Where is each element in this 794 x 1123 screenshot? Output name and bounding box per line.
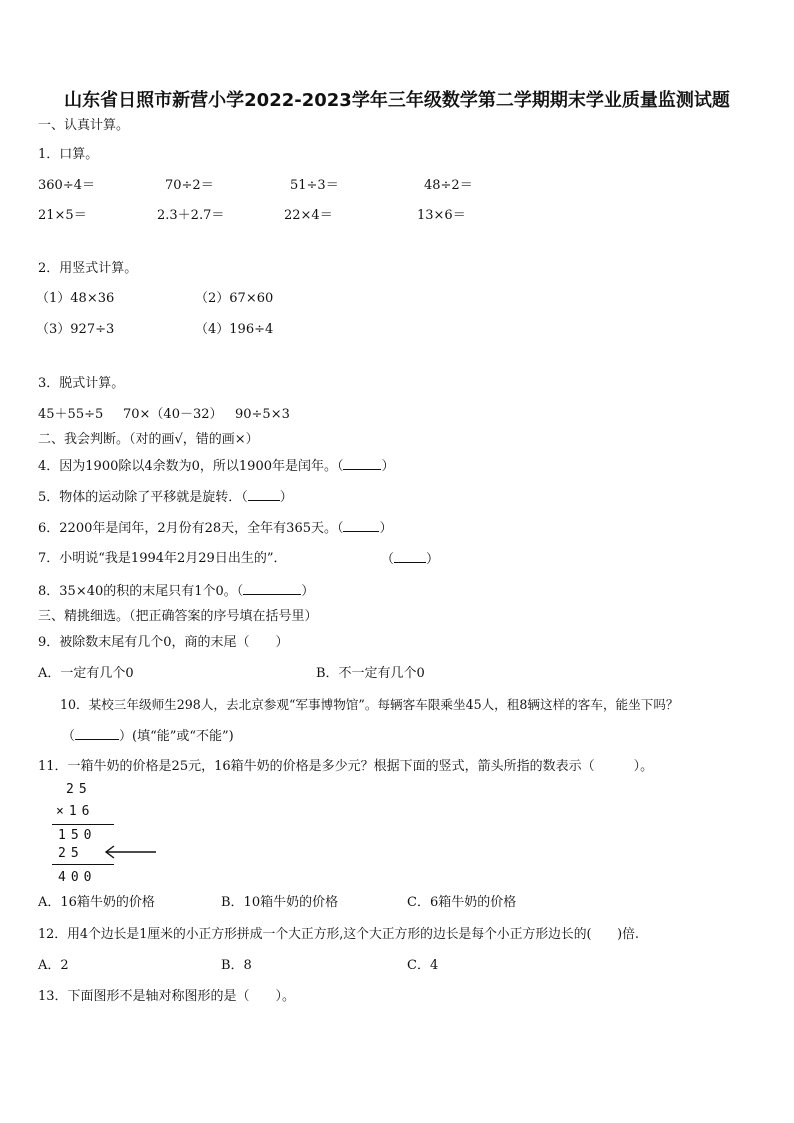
answer-blank[interactable] (243, 582, 301, 595)
q9-text: 9．被除数末尾有几个0，商的末尾（ ） (38, 635, 289, 650)
section-1-heading: 一、认真计算。 (38, 118, 130, 133)
answer-blank[interactable] (343, 457, 381, 470)
q12-option-c[interactable]: C．4 (407, 958, 439, 973)
question-text: 4．因为1900除以4余数为0，所以1900年是闰年。（ (38, 459, 344, 474)
q3-item: 90÷5×3 (235, 407, 290, 422)
q2-label: 2．用竖式计算。 (38, 261, 138, 276)
section-3-heading: 三、精挑细选。（把正确答案的序号填在括号里） (38, 609, 318, 624)
q3-item: 45＋55÷5 (38, 407, 104, 422)
partial-product-1: 150 (58, 828, 97, 843)
question-text: 6．2200年是闰年，2月份有28天，全年有365天。（ (38, 521, 344, 536)
q2-item: （1）48×36 (36, 291, 115, 306)
q2-item: （2）67×60 (195, 291, 274, 306)
q11-option-b[interactable]: B．10箱牛奶的价格 (221, 895, 339, 910)
question-text: 8．35×40的积的末尾只有1个0。（ (38, 584, 244, 599)
q1-item: 22×4＝ (284, 208, 333, 223)
q12-option-a[interactable]: A．2 (38, 958, 69, 973)
close-paren: ） (279, 490, 293, 505)
q3-label: 3．脱式计算。 (38, 376, 125, 391)
q9-option-b[interactable]: B．不一定有几个0 (316, 666, 425, 681)
judge-answer (381, 550, 439, 569)
q1-label: 1．口算。 (38, 147, 99, 162)
partial-product-2: 25 (58, 846, 84, 861)
section-2-heading: 二、我会判断。（对的画√，错的画×） (38, 432, 259, 447)
q2-item: （4）196÷4 (195, 322, 274, 337)
q2-item: （3）927÷3 (36, 322, 115, 337)
q1-item: 51÷3＝ (290, 178, 339, 193)
product: 400 (58, 870, 97, 885)
q10-text: 10．某校三年级师生298人，去北京参观“军事博物馆”。每辆客车限乘坐45人，租8辆这样的客车，能坐下吗？ (60, 697, 679, 712)
judge-question (38, 519, 393, 538)
answer-blank[interactable] (394, 550, 426, 563)
judge-question (38, 457, 395, 476)
q1-item: 2.3＋2.7＝ (157, 208, 225, 223)
q1-item: 48÷2＝ (424, 178, 473, 193)
vertical-rule (52, 824, 114, 825)
vertical-rule (52, 864, 114, 865)
q10-tail: ）(填“能”或“不能”) (119, 729, 234, 744)
close-paren: ） (301, 584, 315, 599)
q1-item: 21×5＝ (38, 208, 87, 223)
judge-question (38, 582, 314, 601)
question-text: 5．物体的运动除了平移就是旋转．（ (38, 490, 248, 505)
multiplier: ×16 (56, 804, 95, 819)
q9-option-a[interactable]: A．一定有几个0 (38, 666, 134, 681)
q11-option-a[interactable]: A．16箱牛奶的价格 (38, 895, 155, 910)
question-text: 7．小明说“我是1994年2月29日出生的”． (38, 551, 287, 566)
open-paren: （ (381, 552, 395, 567)
q13-text: 13．下面图形不是轴对称图形的是（ ）。 (38, 989, 296, 1004)
q12-text: 12．用4个边长是1厘米的小正方形拼成一个大正方形,这个大正方形的边长是每个小正方形边长的( )倍. (38, 927, 639, 942)
answer-blank[interactable] (75, 727, 119, 740)
close-paren: ） (379, 521, 393, 536)
q3-item: 70×（40－32） (123, 407, 223, 422)
q11-option-c[interactable]: C．6箱牛奶的价格 (407, 895, 517, 910)
q1-item: 360÷4＝ (38, 178, 95, 193)
answer-blank[interactable] (343, 519, 379, 532)
q11-text: 11．一箱牛奶的价格是25元，16箱牛奶的价格是多少元？根据下面的竖式，箭头所指的数表示（ ）。 (38, 759, 654, 774)
arrow-left-icon (102, 844, 158, 860)
page-title: 山东省日照市新营小学2022-2023学年三年级数学第二学期期末学业质量监测试题 (64, 90, 730, 111)
vertical-multiplication (40, 782, 180, 892)
close-paren: ） (381, 459, 395, 474)
open-paren: （ (62, 729, 76, 744)
judge-question (38, 488, 293, 507)
q12-option-b[interactable]: B．8 (221, 958, 252, 973)
answer-blank[interactable] (248, 488, 280, 501)
judge-question (38, 550, 286, 568)
close-paren: ） (426, 552, 440, 567)
q1-item: 13×6＝ (417, 208, 466, 223)
q1-item: 70÷2＝ (165, 178, 214, 193)
q10-answer (62, 727, 234, 746)
multiplicand: 25 (66, 782, 92, 797)
